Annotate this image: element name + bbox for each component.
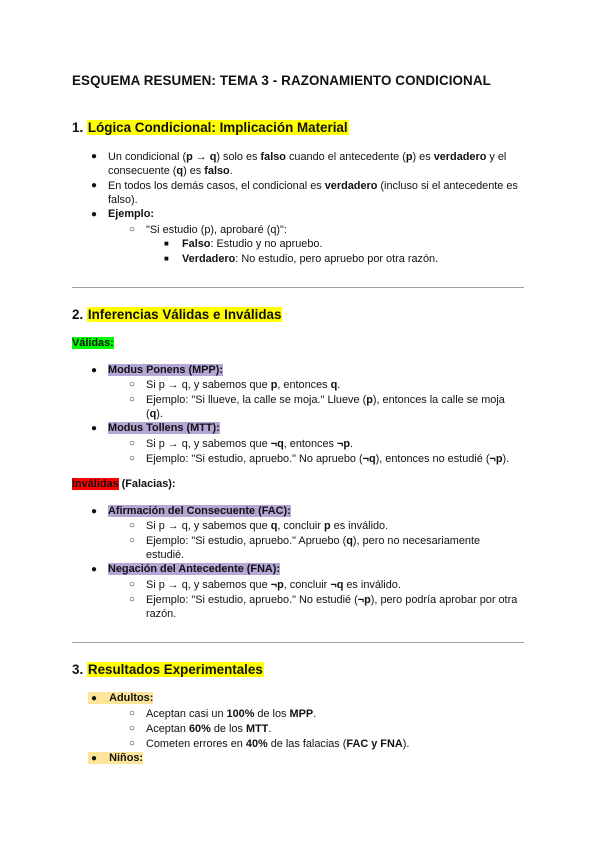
list-item: Si p → q, y sabemos que q, concluir p es inválido. — [146, 520, 389, 532]
bullet-disc-icon: ● — [91, 151, 98, 162]
list-item-continuation: (q). — [146, 408, 163, 420]
bullet-circle-icon: ○ — [129, 394, 136, 405]
section-2-number: 2. — [72, 307, 84, 322]
bullet-circle-icon: ○ — [129, 708, 136, 719]
bullet-circle-icon: ○ — [129, 594, 136, 605]
bullet-circle-icon: ○ — [129, 379, 136, 390]
list-item: Verdadero: No estudio, pero apruebo por otra razón. — [182, 253, 439, 265]
list-item: Si p → q, y sabemos que ¬q, entonces ¬p. — [146, 438, 354, 450]
section-2-heading — [72, 307, 282, 322]
section-2-title: Inferencias Válidas e Inválidas — [87, 307, 282, 322]
list-item: Cometen errores en 40% de las falacias (FAC y FNA). — [146, 738, 410, 750]
section-1-number: 1. — [72, 120, 84, 135]
bullet-circle-icon: ○ — [129, 453, 136, 464]
fna-label: Negación del Antecedente (FNA): — [108, 563, 281, 575]
list-item-continuation: falso). — [108, 194, 138, 206]
validas-label: Válidas: — [72, 337, 114, 349]
section-divider — [72, 287, 524, 288]
bullet-disc-icon: ● — [91, 753, 98, 764]
list-item: Aceptan 60% de los MTT. — [146, 723, 272, 735]
list-item-continuation: consecuente (q) es falso. — [108, 165, 233, 177]
bullet-disc-icon: ● — [91, 180, 98, 191]
bullet-disc-icon: ● — [91, 506, 98, 517]
list-item: Falso: Estudio y no apruebo. — [182, 238, 323, 250]
mtt-label: Modus Tollens (MTT): — [108, 422, 220, 434]
bullet-disc-icon: ● — [91, 693, 98, 704]
mpp-label: Modus Ponens (MPP): — [108, 364, 223, 376]
bullet-circle-icon: ○ — [129, 738, 136, 749]
list-item: "Si estudio (p), aprobaré (q)": — [146, 224, 287, 236]
list-item-continuation: razón. — [146, 608, 177, 620]
section-divider — [72, 642, 524, 643]
ninos-label: ● Niños: — [88, 752, 143, 764]
bullet-circle-icon: ○ — [129, 438, 136, 449]
bullet-circle-icon: ○ — [129, 224, 136, 235]
fac-label: Afirmación del Consecuente (FAC): — [108, 505, 291, 517]
section-1-title: Lógica Condicional: Implicación Material — [87, 120, 348, 135]
list-item: Ejemplo: "Si estudio, apruebo." No estudié (¬p), pero podría aprobar por otra — [146, 594, 518, 606]
bullet-disc-icon: ● — [91, 564, 98, 575]
list-item: Si p → q, y sabemos que p, entonces q. — [146, 379, 341, 391]
adultos-label: ● Adultos: — [88, 692, 153, 704]
bullet-circle-icon: ○ — [129, 520, 136, 531]
list-item: Aceptan casi un 100% de los MPP. — [146, 708, 317, 720]
list-item: Ejemplo: "Si llueve, la calle se moja." Llueve (p), entonces la calle se moja — [146, 394, 505, 406]
bullet-disc-icon: ● — [91, 209, 98, 220]
bullet-square-icon: ■ — [164, 239, 169, 248]
example-label: Ejemplo: — [108, 208, 154, 220]
list-item: Un condicional (p → q) solo es falso cuando el antecedente (p) es verdadero y el — [108, 151, 507, 163]
document-title: ESQUEMA RESUMEN: TEMA 3 - RAZONAMIENTO CONDICIONAL — [72, 73, 491, 88]
bullet-circle-icon: ○ — [129, 535, 136, 546]
list-item: Ejemplo: "Si estudio, apruebo." No apruebo (¬q), entonces no estudié (¬p). — [146, 453, 510, 465]
invalidas-label: Inválidas (Falacias): — [72, 478, 176, 490]
section-3-heading — [72, 662, 264, 677]
list-item: En todos los demás casos, el condicional es verdadero (incluso si el antecedente es — [108, 180, 518, 192]
bullet-disc-icon: ● — [91, 423, 98, 434]
list-item: Ejemplo: "Si estudio, apruebo." Apruebo (q), pero no necesariamente — [146, 535, 481, 547]
list-item: Si p → q, y sabemos que ¬p, concluir ¬q es inválido. — [146, 579, 401, 591]
bullet-circle-icon: ○ — [129, 723, 136, 734]
section-3-number: 3. — [72, 662, 84, 677]
list-item-continuation: estudié. — [146, 549, 185, 561]
section-1-heading — [72, 120, 349, 135]
bullet-square-icon: ■ — [164, 254, 169, 263]
section-3-title: Resultados Experimentales — [87, 662, 263, 677]
bullet-circle-icon: ○ — [129, 579, 136, 590]
bullet-disc-icon: ● — [91, 365, 98, 376]
